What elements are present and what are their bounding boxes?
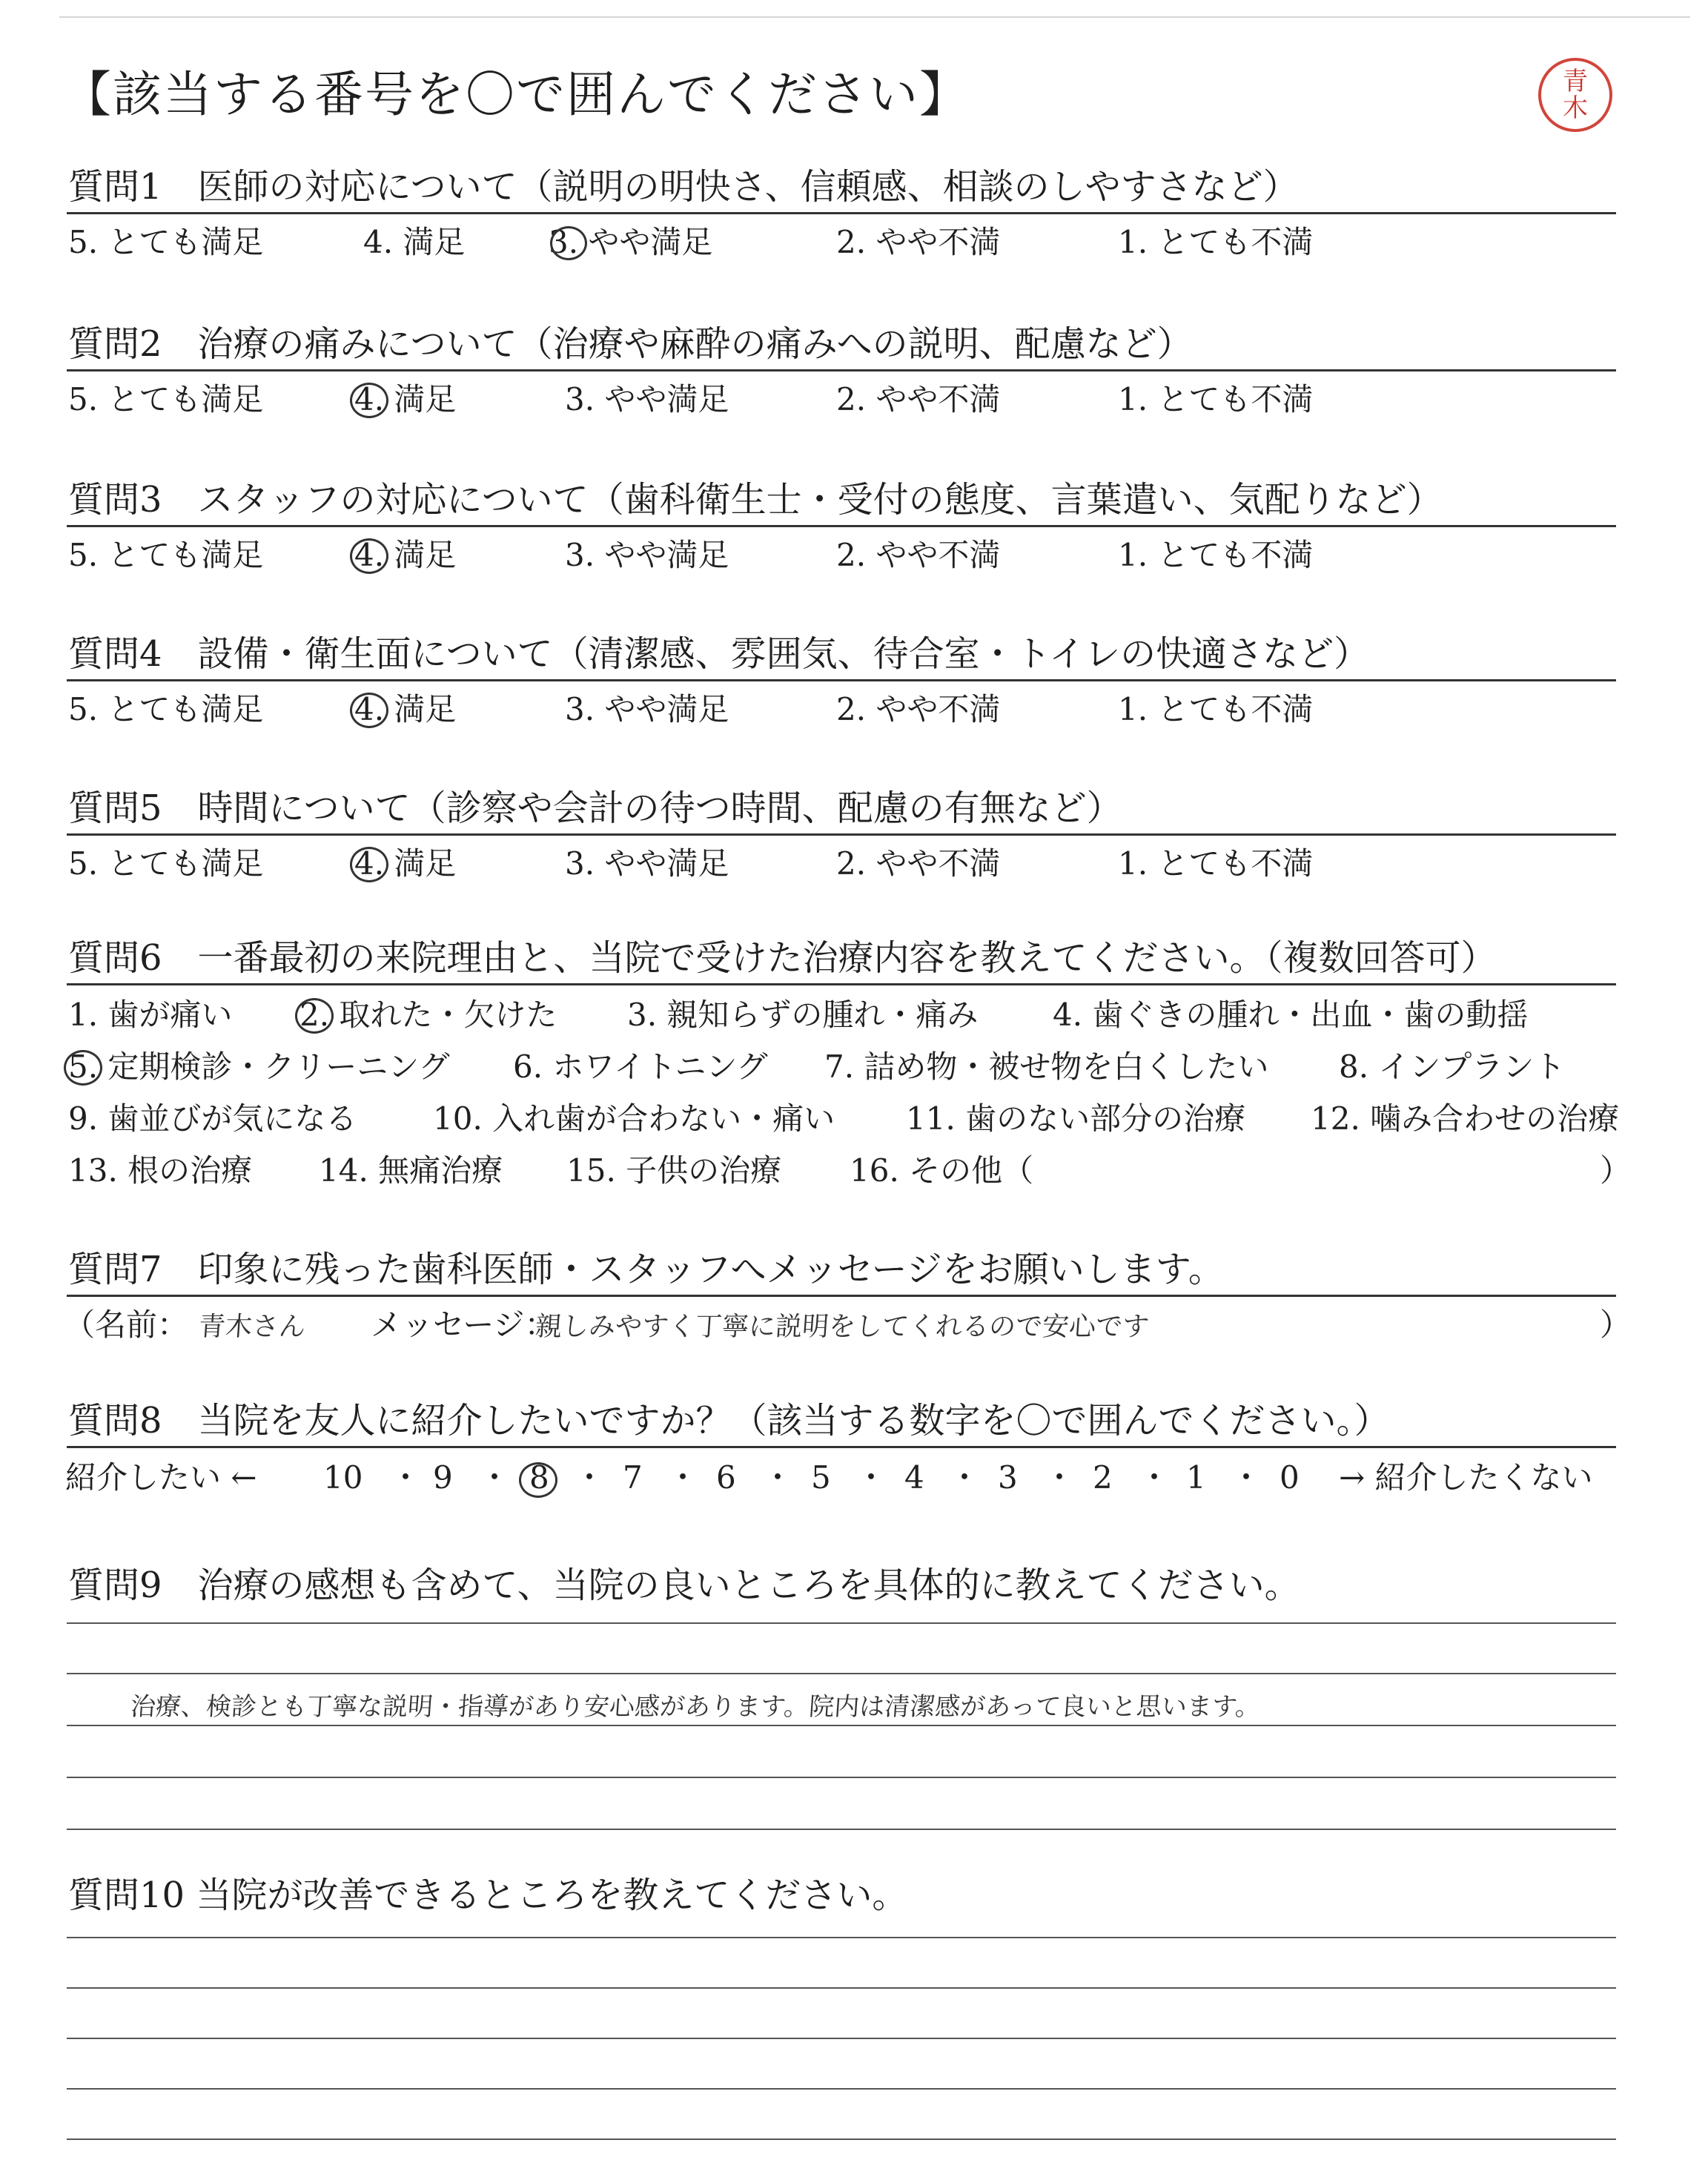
q2-selected-circle [350,383,388,418]
question-2-rule [67,369,1616,371]
q8-right-label: → 紹介したくない [1339,1459,1593,1496]
q3-option-3[interactable]: 3. やや満足 [565,537,729,573]
q2-option-4[interactable]: 4. 満足 [354,381,457,417]
q9-answer-line-1 [67,1622,1616,1624]
q8-scale-8[interactable]: 8 [529,1459,549,1496]
q8-separator: ・ [574,1459,606,1496]
q3-option-1[interactable]: 1. とても不満 [1118,537,1314,573]
question-7-title: 質問7 印象に残った歯科医師・スタッフへメッセージをお願いします。 [68,1249,1224,1290]
q8-scale-6[interactable]: 6 [716,1459,736,1496]
question-2-title: 質問2 治療の痛みについて（治療や麻酔の痛みへの説明、配慮など） [68,323,1193,365]
q6-option-6[interactable]: 6. ホワイトニング [513,1048,768,1085]
question-9-title: 質問9 治療の感想も含めて、当院の良いところを具体的に教えてください。 [68,1565,1300,1606]
q9-answer-line-5 [67,1829,1616,1830]
question-3-rule [67,525,1616,527]
q3-selected-circle [350,538,388,574]
q5-option-4[interactable]: 4. 満足 [354,845,457,882]
name-seal-stamp [1538,58,1612,132]
q8-separator: ・ [762,1459,794,1496]
q10-answer-line-4 [67,2088,1616,2090]
q4-option-2[interactable]: 2. やや不満 [836,691,1001,727]
q6-option-4[interactable]: 4. 歯ぐきの腫れ・出血・歯の動揺 [1053,997,1529,1033]
q2-option-1[interactable]: 1. とても不満 [1118,381,1314,417]
q6-other-close-paren: ） [1600,1152,1632,1189]
q1-option-3[interactable]: 3. やや満足 [549,224,713,260]
q6-option-16[interactable]: 16. その他（ [850,1152,1034,1189]
q3-option-2[interactable]: 2. やや不満 [836,537,1001,573]
q5-option-1[interactable]: 1. とても不満 [1118,845,1314,882]
q8-separator: ・ [855,1459,887,1496]
q9-answer-line-4 [67,1777,1616,1778]
q8-scale-0[interactable]: 0 [1280,1459,1300,1496]
q3-option-4[interactable]: 4. 満足 [354,537,457,573]
page-top-edge [59,16,1690,18]
q7-message-handwritten: 親しみやすく丁寧に説明をしてくれるので安心です [534,1312,1151,1342]
question-6-rule [67,983,1616,985]
q8-scale-5[interactable]: 5 [811,1459,831,1496]
q6-selected-circle-5 [64,1050,102,1086]
question-8-rule [67,1446,1616,1448]
q6-option-3[interactable]: 3. 親知らずの腫れ・痛み [627,997,979,1033]
q7-name-label: （名前： [64,1307,189,1343]
q8-separator: ・ [1139,1459,1171,1496]
q1-option-5[interactable]: 5. とても満足 [68,224,264,260]
q9-answer-line-2 [67,1673,1616,1674]
q8-separator: ・ [949,1459,981,1496]
q8-scale-7[interactable]: 7 [623,1459,643,1496]
q4-option-3[interactable]: 3. やや満足 [565,691,729,727]
q6-option-8[interactable]: 8. インプラント [1339,1048,1566,1085]
stamp-char-1: 青 [1563,67,1588,96]
q4-selected-circle [350,693,388,728]
q10-answer-line-1 [67,1937,1616,1938]
q6-option-1[interactable]: 1. 歯が痛い [68,997,233,1033]
q5-option-3[interactable]: 3. やや満足 [565,845,729,882]
q8-scale-2[interactable]: 2 [1093,1459,1113,1496]
q6-option-9[interactable]: 9. 歯並びが気になる [68,1100,357,1137]
question-10-title: 質問10 当院が改善できるところを教えてください。 [68,1875,908,1916]
q4-option-1[interactable]: 1. とても不満 [1118,691,1314,727]
q8-scale-3[interactable]: 3 [998,1459,1018,1496]
q7-close-paren: ） [1600,1307,1632,1343]
q8-left-label: 紹介したい ← [65,1459,257,1496]
q6-option-15[interactable]: 15. 子供の治療 [566,1152,782,1189]
q5-option-5[interactable]: 5. とても満足 [68,845,264,882]
q8-separator: ・ [1044,1459,1076,1496]
q8-scale-9[interactable]: 9 [433,1459,453,1496]
q7-message-label: メッセージ： [371,1307,556,1343]
q1-selected-circle [550,226,587,260]
q1-option-4[interactable]: 4. 満足 [363,224,466,260]
stamp-char-2: 木 [1563,93,1588,123]
q4-option-4[interactable]: 4. 満足 [354,691,457,727]
question-8-title: 質問8 当院を友人に紹介したいですか？（該当する数字を〇で囲んでください。） [68,1400,1390,1441]
question-5-title: 質問5 時間について（診察や会計の待つ時間、配慮の有無など） [68,787,1122,829]
q8-scale-1[interactable]: 1 [1186,1459,1206,1496]
q6-option-2[interactable]: 2. 取れた・欠けた [299,997,557,1033]
q8-scale-10[interactable]: 10 [323,1459,363,1496]
question-4-title: 質問4 設備・衛生面について（清潔感、雰囲気、待合室・トイレの快適さなど） [68,633,1370,675]
q6-option-12[interactable]: 12. 噛み合わせの治療 [1311,1100,1620,1137]
q6-option-5[interactable]: 5. 定期検診・クリーニング [68,1048,450,1085]
q8-separator: ・ [1231,1459,1262,1496]
page-title: 【該当する番号を〇で囲んでください】 [62,66,970,123]
q2-option-5[interactable]: 5. とても満足 [68,381,264,417]
q2-option-2[interactable]: 2. やや不満 [836,381,1001,417]
q9-handwritten-answer: 治療、検診とも丁寧な説明・指導があり安心感があります。院内は清潔感があって良いと思います。 [129,1692,1262,1722]
q10-answer-line-2 [67,1987,1616,1989]
q6-option-7[interactable]: 7. 詰め物・被せ物を白くしたい [824,1048,1269,1085]
q5-selected-circle [350,847,388,882]
question-6-title: 質問6 一番最初の来院理由と、当院で受けた治療内容を教えてください。（複数回答可） [68,937,1497,979]
q7-name-handwritten: 青木さん [197,1312,307,1342]
question-3-title: 質問3 スタッフの対応について（歯科衛生士・受付の態度、言葉遣い、気配りなど） [68,479,1443,521]
q10-answer-line-3 [67,2038,1616,2039]
q6-option-10[interactable]: 10. 入れ歯が合わない・痛い [433,1100,835,1137]
q4-option-5[interactable]: 5. とても満足 [68,691,264,727]
q8-separator: ・ [390,1459,422,1496]
question-1-title: 質問1 医師の対応について（説明の明快さ、信頼感、相談のしやすさなど） [68,166,1299,208]
q5-option-2[interactable]: 2. やや不満 [836,845,1001,882]
q2-option-3[interactable]: 3. やや満足 [565,381,729,417]
question-7-rule [67,1295,1616,1297]
q6-option-14[interactable]: 14. 無痛治療 [319,1152,503,1189]
q8-scale-4[interactable]: 4 [904,1459,924,1496]
question-4-rule [67,679,1616,681]
question-1-rule [67,212,1616,214]
q8-selected-circle [519,1462,557,1498]
question-5-rule [67,833,1616,836]
q1-option-2[interactable]: 2. やや不満 [836,224,1001,260]
q6-selected-circle-2 [295,998,334,1034]
q1-option-1[interactable]: 1. とても不満 [1118,224,1314,260]
q8-separator: ・ [667,1459,699,1496]
q3-option-5[interactable]: 5. とても満足 [68,537,264,573]
q6-option-11[interactable]: 11. 歯のない部分の治療 [906,1100,1246,1137]
q9-answer-line-3 [67,1725,1616,1726]
q8-separator: ・ [479,1459,511,1496]
q10-answer-line-5 [67,2138,1616,2140]
q6-option-13[interactable]: 13. 根の治療 [68,1152,253,1189]
